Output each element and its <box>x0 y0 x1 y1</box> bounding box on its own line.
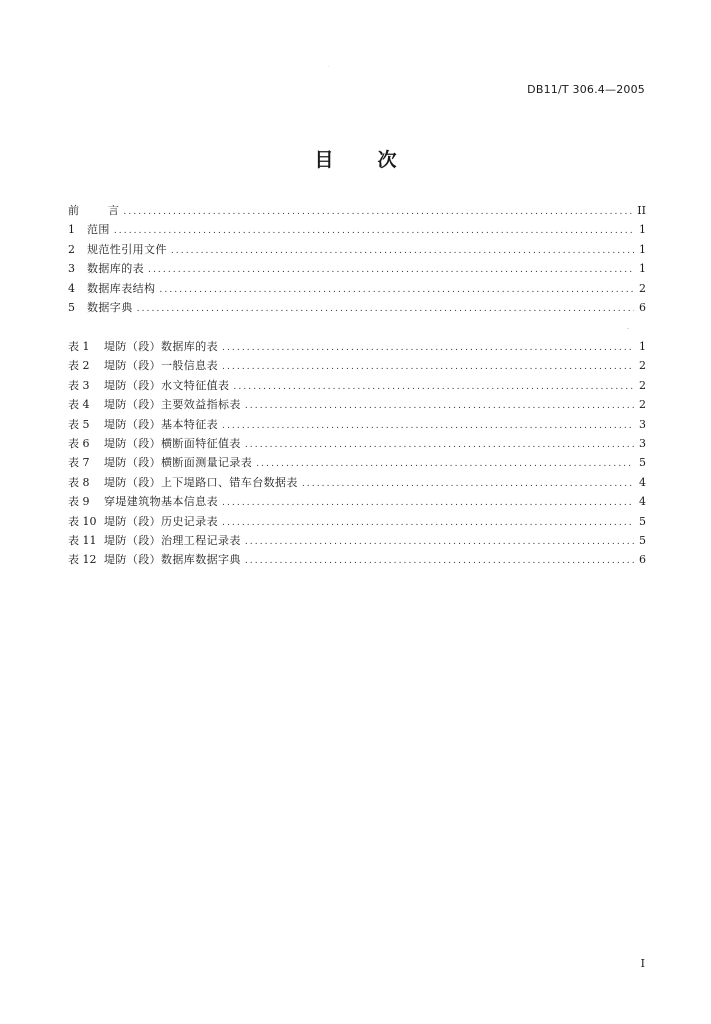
toc-entry-number: 5 <box>68 300 75 314</box>
toc-entry-number: 表 12 <box>68 553 97 567</box>
toc-table-entry[interactable] <box>68 435 646 454</box>
toc-entry-number: 表 5 <box>68 417 90 431</box>
standard-code: DB11/T 306.4—2005 <box>527 83 645 96</box>
toc-entry-page: 6 <box>639 300 646 314</box>
toc-table-entry[interactable] <box>68 474 646 493</box>
toc-table-entry[interactable] <box>68 454 646 473</box>
toc-entry[interactable] <box>68 299 646 318</box>
footer-page-number: I <box>640 957 645 970</box>
toc-entry-label: 堤防（段）一般信息表 <box>104 359 218 373</box>
toc-entry-page: 6 <box>639 553 646 567</box>
toc-table-entry[interactable] <box>68 493 646 512</box>
toc-entry-number: 2 <box>68 242 75 256</box>
toc-entry-label: 堤防（段）治理工程记录表 <box>104 533 241 547</box>
toc-entry-label: 堤防（段）数据库数据字典 <box>104 553 241 567</box>
toc-entry-page: 2 <box>639 378 646 392</box>
toc-entry-page: 5 <box>639 514 646 528</box>
toc-entry-page: 2 <box>639 281 646 295</box>
page-title-char-2: 次 <box>377 149 397 171</box>
toc-sections-list <box>68 202 646 318</box>
leader-dots <box>222 343 634 353</box>
leader-dots <box>148 265 634 275</box>
toc-table-entry[interactable] <box>68 513 646 532</box>
toc-entry-page: 5 <box>639 533 646 547</box>
toc-table-entry[interactable] <box>68 416 646 435</box>
leader-dots <box>159 285 634 295</box>
toc-entry-page: 3 <box>639 417 646 431</box>
leader-dots <box>256 459 634 469</box>
toc-entry-label: 堤防（段）横断面特征值表 <box>104 436 241 450</box>
toc-entry[interactable] <box>68 241 646 260</box>
toc-entry-number: 表 4 <box>68 398 90 412</box>
scan-speck: · <box>328 64 330 70</box>
toc-tables-list <box>68 338 646 571</box>
toc-table-entry[interactable] <box>68 338 646 357</box>
leader-dots <box>245 440 634 450</box>
toc-table-entry[interactable] <box>68 377 646 396</box>
toc-entry-label: 堤防（段）横断面测量记录表 <box>104 456 253 470</box>
toc-entry-label: 数据库的表 <box>87 262 144 276</box>
toc-table-entry[interactable] <box>68 357 646 376</box>
toc-entry-number: 4 <box>68 281 75 295</box>
leader-dots <box>302 479 634 489</box>
toc-entry-page: 1 <box>639 262 646 276</box>
toc-entry-label: 规范性引用文件 <box>87 242 167 256</box>
leader-dots <box>222 421 634 431</box>
leader-dots <box>137 304 634 314</box>
leader-dots <box>245 556 634 566</box>
leader-dots <box>123 207 633 217</box>
leader-dots <box>114 226 634 236</box>
leader-dots <box>222 498 634 508</box>
toc-entry-number: 前 <box>68 204 79 217</box>
toc-table-entry[interactable] <box>68 532 646 551</box>
toc-entry-label: 堤防（段）基本特征表 <box>104 417 218 431</box>
toc-entry[interactable] <box>68 221 646 240</box>
toc-entry-number: 表 3 <box>68 378 90 392</box>
toc-entry-page: 4 <box>639 495 646 509</box>
toc-entry-number: 表 8 <box>68 475 90 489</box>
toc-entry-page: 5 <box>639 456 646 470</box>
toc-entry-page: 1 <box>639 242 646 256</box>
leader-dots <box>233 382 634 392</box>
toc-entry-label: 数据库表结构 <box>87 281 156 295</box>
toc-entry-number: 表 10 <box>68 514 97 528</box>
leader-dots <box>222 518 634 528</box>
leader-dots <box>171 246 634 256</box>
toc-entry-number: 表 9 <box>68 495 90 509</box>
toc-entry-number: 3 <box>68 262 75 276</box>
toc-table-entry[interactable] <box>68 396 646 415</box>
toc-entry-label: 堤防（段）数据库的表 <box>104 340 218 353</box>
toc-entry-label: 堤防（段）上下堤路口、错车台数据表 <box>104 475 298 489</box>
toc-entry-number: 表 1 <box>68 340 90 353</box>
toc-entry-page: II <box>637 204 646 217</box>
toc-entry-number: 表 6 <box>68 436 90 450</box>
toc-entry-number: 表 2 <box>68 359 90 373</box>
page-title-char-1: 目 <box>314 149 334 171</box>
toc-entry[interactable] <box>68 202 646 221</box>
toc-entry-page: 1 <box>639 340 646 353</box>
toc-entry-label: 堤防（段）主要效益指标表 <box>104 398 241 412</box>
toc-entry-label: 数据字典 <box>87 300 133 314</box>
toc-entry[interactable] <box>68 260 646 279</box>
toc-entry-page: 1 <box>639 223 646 237</box>
toc-table-entry[interactable] <box>68 551 646 570</box>
scan-speck: · <box>627 326 629 333</box>
leader-dots <box>222 362 634 372</box>
toc-entry-number: 表 11 <box>68 533 97 547</box>
toc-entry-number: 1 <box>68 223 75 237</box>
toc-entry-page: 3 <box>639 436 646 450</box>
toc-entry-label: 言 <box>108 204 120 217</box>
toc-entry-page: 2 <box>639 398 646 412</box>
toc-entry[interactable] <box>68 280 646 299</box>
leader-dots <box>245 537 634 547</box>
toc-entry-label: 堤防（段）水文特征值表 <box>104 378 230 392</box>
toc-entry-page: 2 <box>639 359 646 373</box>
toc-entry-label: 堤防（段）历史记录表 <box>104 514 218 528</box>
toc-entry-label: 穿堤建筑物基本信息表 <box>104 495 218 509</box>
toc-entry-page: 4 <box>639 475 646 489</box>
toc-entry-number: 表 7 <box>68 456 90 470</box>
toc-entry-label: 范围 <box>87 223 110 237</box>
leader-dots <box>245 401 634 411</box>
page-title <box>0 145 711 172</box>
